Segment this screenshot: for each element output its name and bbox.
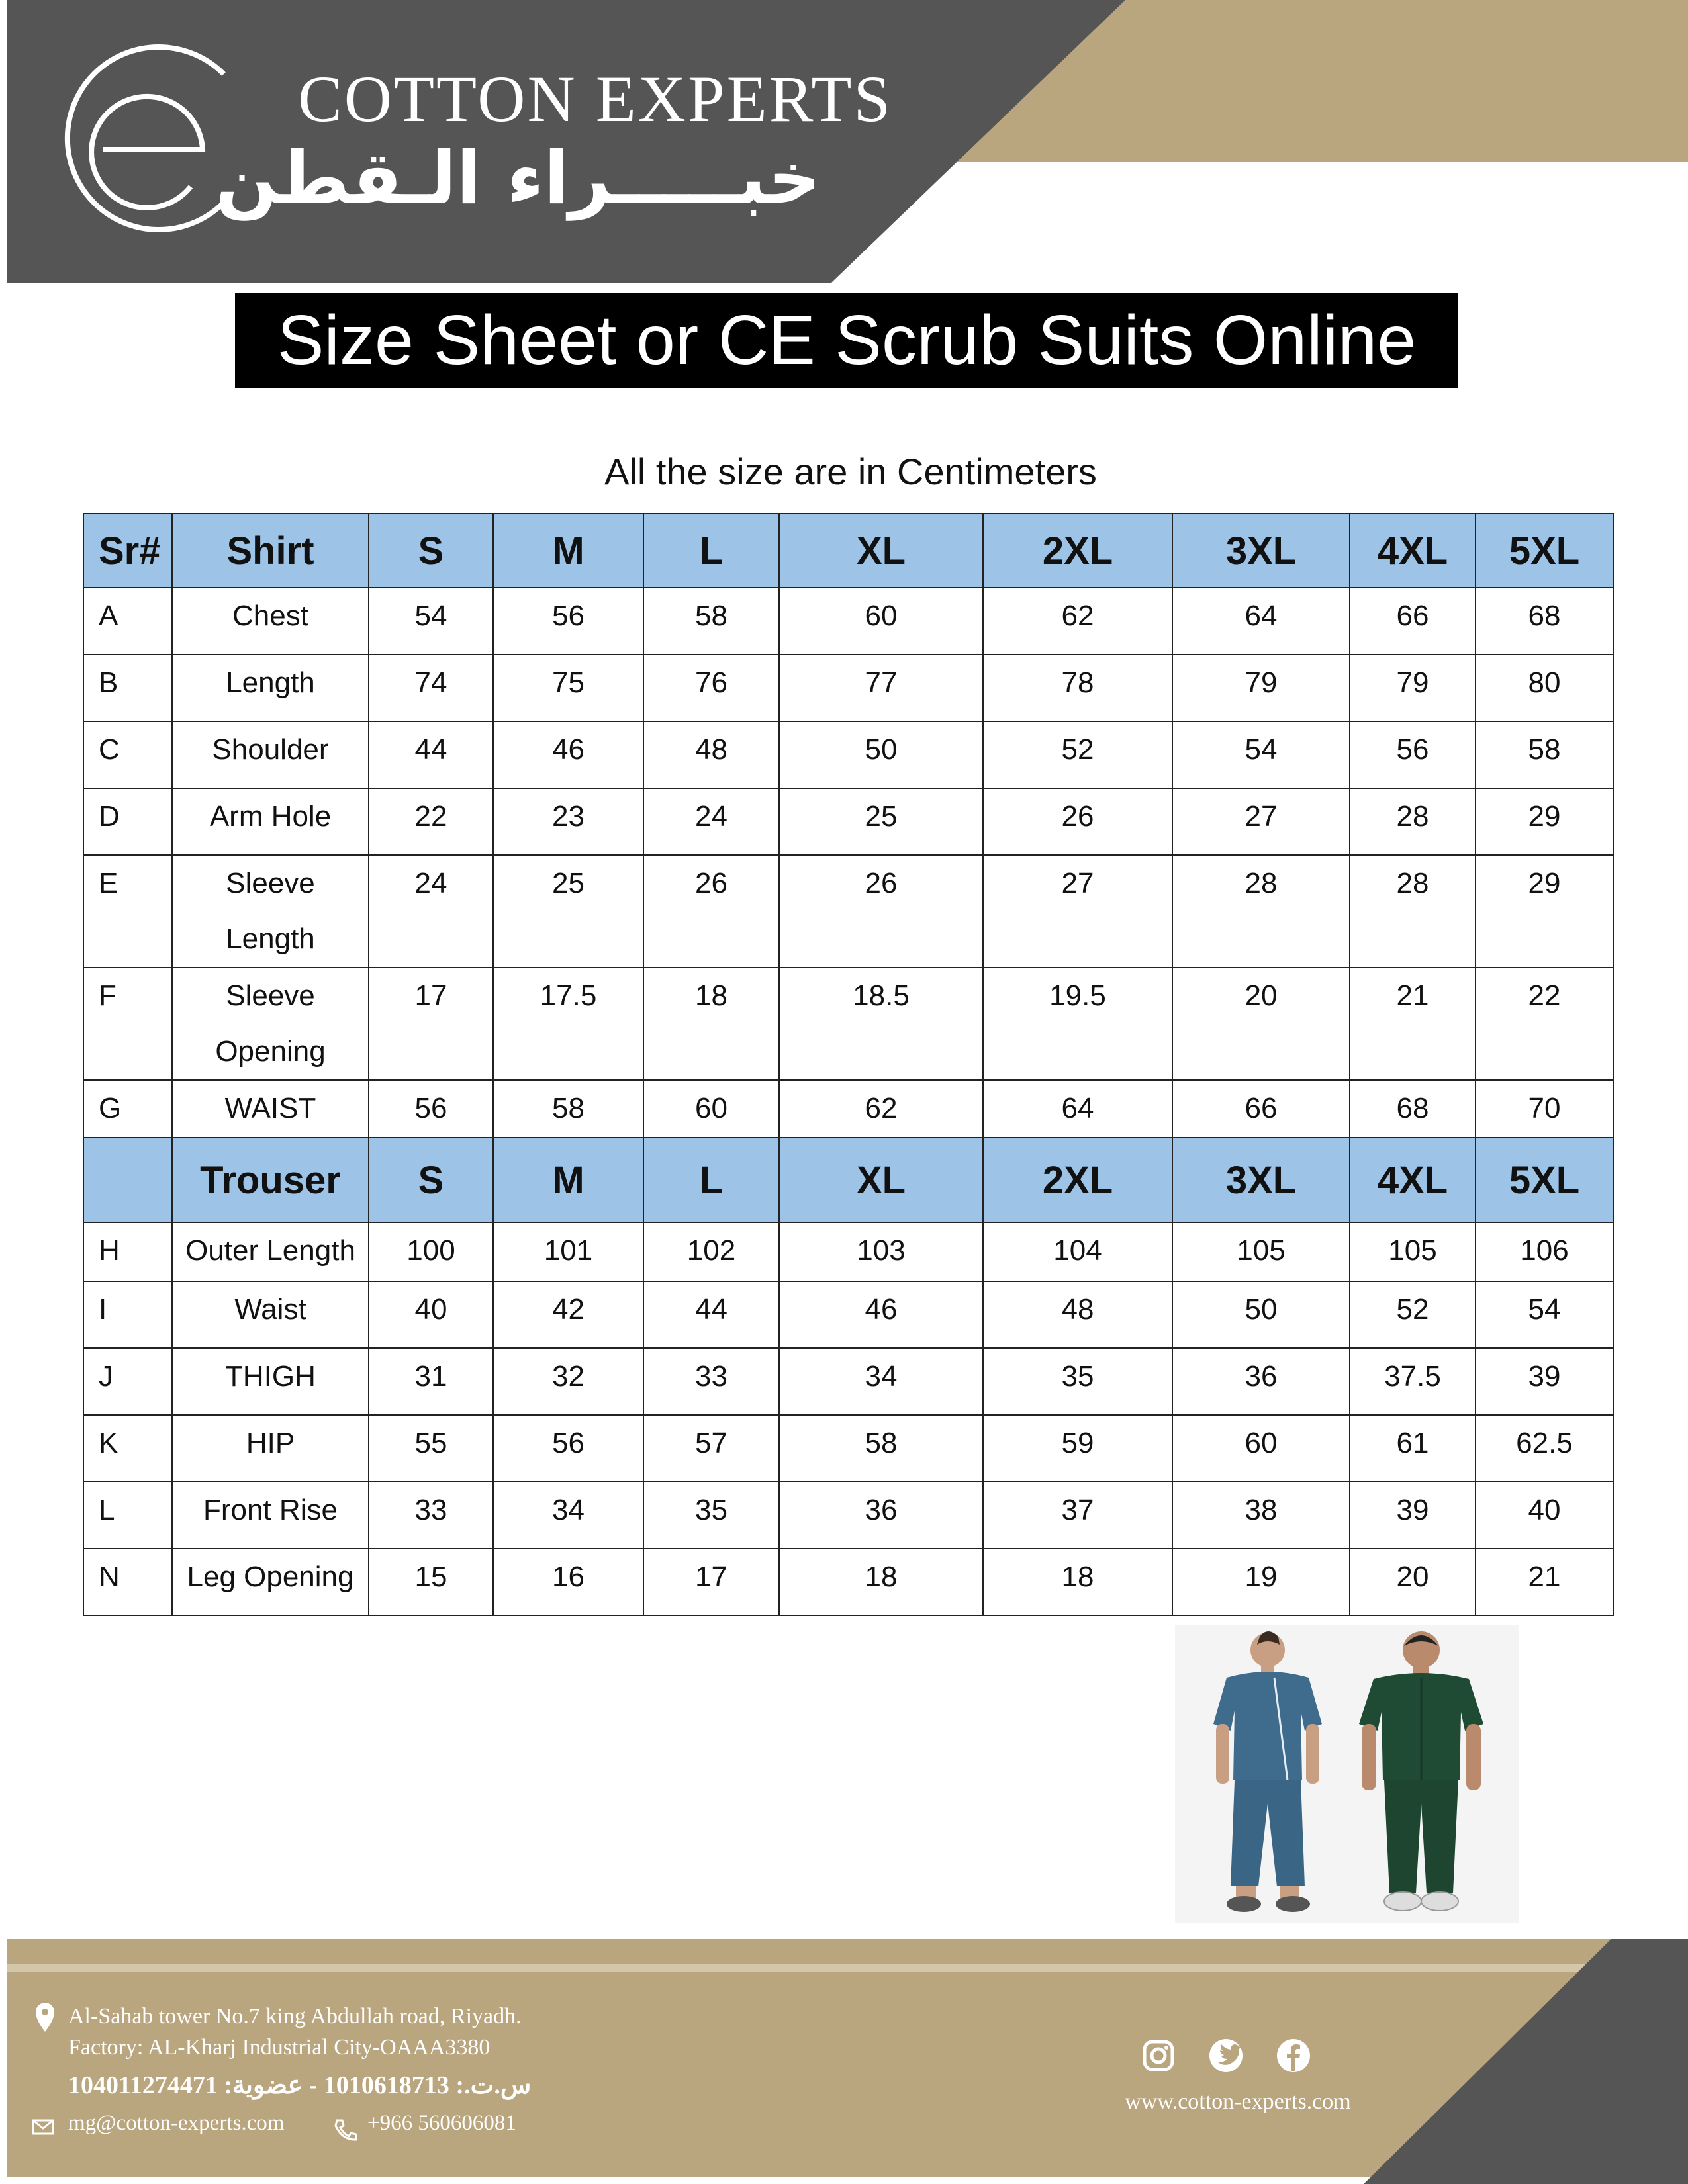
value-cell: 18 xyxy=(779,1549,983,1615)
header-cell: L xyxy=(643,514,779,588)
footer-light-stripe xyxy=(7,1964,1688,1972)
value-cell: 42 xyxy=(493,1281,643,1348)
value-cell: 17 xyxy=(369,968,493,1080)
row-code: B xyxy=(83,655,172,721)
value-cell: 29 xyxy=(1476,855,1613,968)
value-cell: 103 xyxy=(779,1222,983,1281)
value-cell: 46 xyxy=(493,721,643,788)
value-cell: 27 xyxy=(983,855,1172,968)
value-cell: 32 xyxy=(493,1348,643,1415)
value-cell: 34 xyxy=(779,1348,983,1415)
value-cell: 62.5 xyxy=(1476,1415,1613,1482)
header-cell: L xyxy=(643,1138,779,1222)
value-cell: 36 xyxy=(779,1482,983,1549)
value-cell: 78 xyxy=(983,655,1172,721)
address-line-1: Al-Sahab tower No.7 king Abdullah road, Riyadh. xyxy=(68,2004,522,2028)
header-cell: 4XL xyxy=(1350,514,1476,588)
value-cell: 37.5 xyxy=(1350,1348,1476,1415)
row-code: K xyxy=(83,1415,172,1482)
size-table xyxy=(83,513,1614,1616)
measurement-name: Length xyxy=(172,655,369,721)
value-cell: 60 xyxy=(643,1080,779,1138)
value-cell: 46 xyxy=(779,1281,983,1348)
value-cell: 39 xyxy=(1350,1482,1476,1549)
value-cell: 26 xyxy=(643,855,779,968)
value-cell: 24 xyxy=(369,855,493,968)
row-code: N xyxy=(83,1549,172,1615)
website-link[interactable]: www.cotton-experts.com xyxy=(1125,2089,1351,2114)
shirt-header-row xyxy=(83,514,1613,588)
value-cell: 62 xyxy=(779,1080,983,1138)
measurement-name: THIGH xyxy=(172,1348,369,1415)
value-cell: 52 xyxy=(1350,1281,1476,1348)
value-cell: 26 xyxy=(983,788,1172,855)
value-cell: 56 xyxy=(1350,721,1476,788)
value-cell: 22 xyxy=(369,788,493,855)
header-cell xyxy=(83,1138,172,1222)
value-cell: 77 xyxy=(779,655,983,721)
value-cell: 56 xyxy=(493,588,643,655)
header-cell: Trouser xyxy=(172,1138,369,1222)
header-cell: 2XL xyxy=(983,1138,1172,1222)
table-row xyxy=(83,1549,1613,1615)
measurement-name: Waist xyxy=(172,1281,369,1348)
row-code: E xyxy=(83,855,172,968)
table-row xyxy=(83,1222,1613,1281)
value-cell: 66 xyxy=(1172,1080,1350,1138)
row-code: D xyxy=(83,788,172,855)
row-code: H xyxy=(83,1222,172,1281)
value-cell: 55 xyxy=(369,1415,493,1482)
value-cell: 54 xyxy=(1476,1281,1613,1348)
row-code: F xyxy=(83,968,172,1080)
value-cell: 19 xyxy=(1172,1549,1350,1615)
row-code: L xyxy=(83,1482,172,1549)
address-line-2: Factory: AL-Kharj Industrial City-OAAA3380 xyxy=(68,2035,491,2060)
value-cell: 76 xyxy=(643,655,779,721)
measurement-name: Outer Length xyxy=(172,1222,369,1281)
table-row xyxy=(83,1281,1613,1348)
value-cell: 61 xyxy=(1350,1415,1476,1482)
value-cell: 44 xyxy=(643,1281,779,1348)
table-row xyxy=(83,721,1613,788)
value-cell: 104 xyxy=(983,1222,1172,1281)
header-cell: XL xyxy=(779,1138,983,1222)
value-cell: 68 xyxy=(1350,1080,1476,1138)
value-cell: 105 xyxy=(1350,1222,1476,1281)
value-cell: 29 xyxy=(1476,788,1613,855)
value-cell: 44 xyxy=(369,721,493,788)
value-cell: 25 xyxy=(779,788,983,855)
value-cell: 102 xyxy=(643,1222,779,1281)
measurement-name: Front Rise xyxy=(172,1482,369,1549)
value-cell: 20 xyxy=(1172,968,1350,1080)
value-cell: 54 xyxy=(1172,721,1350,788)
value-cell: 79 xyxy=(1172,655,1350,721)
value-cell: 70 xyxy=(1476,1080,1613,1138)
row-code: C xyxy=(83,721,172,788)
value-cell: 17.5 xyxy=(493,968,643,1080)
value-cell: 36 xyxy=(1172,1348,1350,1415)
value-cell: 18 xyxy=(643,968,779,1080)
header-cell: S xyxy=(369,1138,493,1222)
value-cell: 58 xyxy=(493,1080,643,1138)
value-cell: 27 xyxy=(1172,788,1350,855)
value-cell: 18.5 xyxy=(779,968,983,1080)
row-code: J xyxy=(83,1348,172,1415)
table-row xyxy=(83,588,1613,655)
phone-number[interactable]: +966 560606081 xyxy=(367,2111,516,2135)
table-row xyxy=(83,1348,1613,1415)
value-cell: 64 xyxy=(1172,588,1350,655)
value-cell: 21 xyxy=(1476,1549,1613,1615)
value-cell: 101 xyxy=(493,1222,643,1281)
header-cell: M xyxy=(493,514,643,588)
value-cell: 15 xyxy=(369,1549,493,1615)
trouser-header-row xyxy=(83,1138,1613,1222)
brand-name-arabic: خبـــــراء الـقطن xyxy=(215,136,821,220)
header-cell: 5XL xyxy=(1476,1138,1613,1222)
value-cell: 50 xyxy=(1172,1281,1350,1348)
table-row xyxy=(83,1482,1613,1549)
value-cell: 50 xyxy=(779,721,983,788)
value-cell: 60 xyxy=(779,588,983,655)
value-cell: 75 xyxy=(493,655,643,721)
value-cell: 58 xyxy=(779,1415,983,1482)
row-code: G xyxy=(83,1080,172,1138)
value-cell: 106 xyxy=(1476,1222,1613,1281)
header-cell: Sr# xyxy=(83,514,172,588)
units-note: All the size are in Centimeters xyxy=(604,451,1097,492)
measurement-name: WAIST xyxy=(172,1080,369,1138)
scrub-models-photo xyxy=(1175,1625,1519,1923)
value-cell: 54 xyxy=(369,588,493,655)
header-cell: 2XL xyxy=(983,514,1172,588)
table-row xyxy=(83,1080,1613,1138)
value-cell: 35 xyxy=(983,1348,1172,1415)
value-cell: 40 xyxy=(1476,1482,1613,1549)
value-cell: 57 xyxy=(643,1415,779,1482)
twitter-icon[interactable] xyxy=(1209,2038,1243,2073)
row-code: I xyxy=(83,1281,172,1348)
value-cell: 37 xyxy=(983,1482,1172,1549)
table-row xyxy=(83,968,1613,1080)
value-cell: 58 xyxy=(1476,721,1613,788)
table-row xyxy=(83,655,1613,721)
value-cell: 79 xyxy=(1350,655,1476,721)
header-cell: 4XL xyxy=(1350,1138,1476,1222)
value-cell: 34 xyxy=(493,1482,643,1549)
value-cell: 62 xyxy=(983,588,1172,655)
value-cell: 39 xyxy=(1476,1348,1613,1415)
value-cell: 33 xyxy=(643,1348,779,1415)
value-cell: 80 xyxy=(1476,655,1613,721)
value-cell: 59 xyxy=(983,1415,1172,1482)
value-cell: 19.5 xyxy=(983,968,1172,1080)
value-cell: 74 xyxy=(369,655,493,721)
measurement-name: Shoulder xyxy=(172,721,369,788)
header-cell: 3XL xyxy=(1172,1138,1350,1222)
value-cell: 38 xyxy=(1172,1482,1350,1549)
table-row xyxy=(83,788,1613,855)
value-cell: 31 xyxy=(369,1348,493,1415)
table-row xyxy=(83,855,1613,968)
row-code: A xyxy=(83,588,172,655)
registration-number: س.ت.: 1010618713 - عضوية: 104011274471 xyxy=(68,2071,532,2099)
value-cell: 28 xyxy=(1172,855,1350,968)
value-cell: 68 xyxy=(1476,588,1613,655)
value-cell: 26 xyxy=(779,855,983,968)
value-cell: 23 xyxy=(493,788,643,855)
value-cell: 22 xyxy=(1476,968,1613,1080)
measurement-name: Sleeve Length xyxy=(172,855,369,968)
value-cell: 17 xyxy=(643,1549,779,1615)
value-cell: 40 xyxy=(369,1281,493,1348)
value-cell: 33 xyxy=(369,1482,493,1549)
value-cell: 24 xyxy=(643,788,779,855)
value-cell: 20 xyxy=(1350,1549,1476,1615)
value-cell: 105 xyxy=(1172,1222,1350,1281)
value-cell: 60 xyxy=(1172,1415,1350,1482)
value-cell: 25 xyxy=(493,855,643,968)
value-cell: 16 xyxy=(493,1549,643,1615)
measurement-name: Leg Opening xyxy=(172,1549,369,1615)
value-cell: 100 xyxy=(369,1222,493,1281)
value-cell: 28 xyxy=(1350,855,1476,968)
measurement-name: Chest xyxy=(172,588,369,655)
header-cell: M xyxy=(493,1138,643,1222)
header-cell: Shirt xyxy=(172,514,369,588)
email-address[interactable]: mg@cotton-experts.com xyxy=(68,2111,285,2135)
value-cell: 28 xyxy=(1350,788,1476,855)
table-row xyxy=(83,1415,1613,1482)
value-cell: 64 xyxy=(983,1080,1172,1138)
value-cell: 52 xyxy=(983,721,1172,788)
header-cell: S xyxy=(369,514,493,588)
footer-banner xyxy=(0,1939,1688,2184)
value-cell: 56 xyxy=(493,1415,643,1482)
value-cell: 66 xyxy=(1350,588,1476,655)
value-cell: 48 xyxy=(983,1281,1172,1348)
header-cell: 5XL xyxy=(1476,514,1613,588)
brand-name-english: COTTON EXPERTS xyxy=(298,62,893,136)
value-cell: 35 xyxy=(643,1482,779,1549)
facebook-icon[interactable] xyxy=(1276,2038,1311,2073)
measurement-name: Sleeve Opening xyxy=(172,968,369,1080)
value-cell: 21 xyxy=(1350,968,1476,1080)
header-cell: XL xyxy=(779,514,983,588)
value-cell: 58 xyxy=(643,588,779,655)
header-cell: 3XL xyxy=(1172,514,1350,588)
value-cell: 56 xyxy=(369,1080,493,1138)
page-title: Size Sheet or CE Scrub Suits Online xyxy=(235,293,1458,388)
measurement-name: HIP xyxy=(172,1415,369,1482)
instagram-icon[interactable] xyxy=(1141,2038,1176,2073)
value-cell: 18 xyxy=(983,1549,1172,1615)
measurement-name: Arm Hole xyxy=(172,788,369,855)
value-cell: 48 xyxy=(643,721,779,788)
